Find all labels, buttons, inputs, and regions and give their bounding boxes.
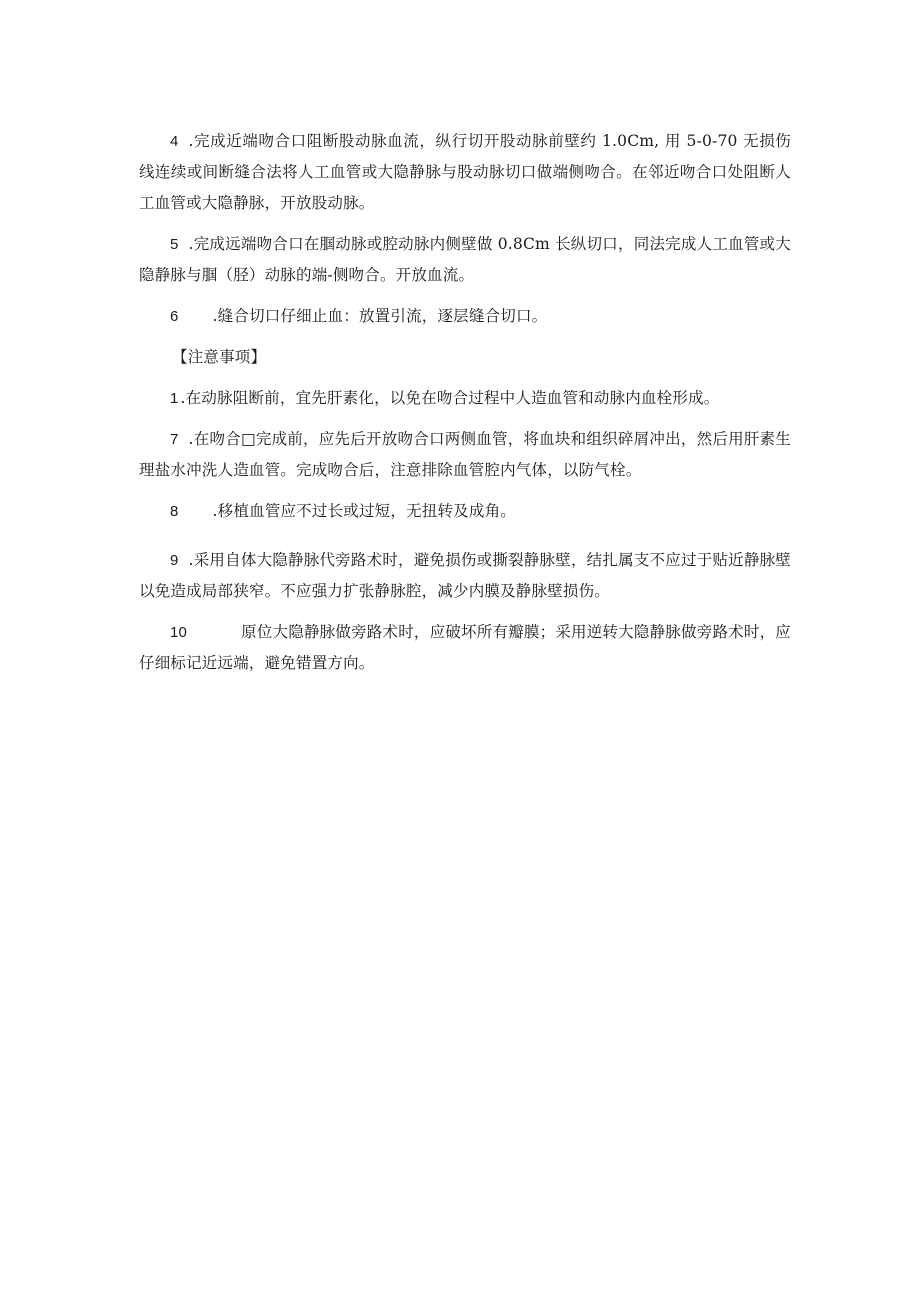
step-text: .缝合切口仔细止血：放置引流，逐层缝合切口。 <box>212 307 548 325</box>
note-8-paragraph <box>139 496 791 527</box>
note-text: .在吻合□完成前，应先后开放吻合口两侧血管，将血块和组织碎屑冲出，然后用肝素生理盐水冲洗人造血管。完成吻合后，注意排除血管腔内气体，以防气栓。 <box>139 430 791 479</box>
notes-heading: 【注意事项】 <box>172 348 267 366</box>
step-number: 5 <box>170 236 179 253</box>
note-number: 1 <box>170 390 179 407</box>
note-7-paragraph <box>139 424 791 486</box>
note-10-paragraph <box>139 617 791 679</box>
note-text: 原位大隐静脉做旁路术时，应破坏所有瓣膜；采用逆转大隐静脉做旁路术时，应仔细标记近远端，避免错置方向。 <box>139 623 791 672</box>
note-1-paragraph <box>139 383 791 414</box>
step-4-paragraph <box>139 126 791 219</box>
note-text: .移植血管应不过长或过短，无扭转及成角。 <box>212 502 516 520</box>
step-number: 4 <box>170 133 179 150</box>
note-9-paragraph <box>139 545 791 607</box>
step-number: 6 <box>170 308 179 325</box>
note-number: 9 <box>170 552 179 569</box>
step-5-paragraph <box>139 229 791 291</box>
step-6-paragraph <box>139 301 791 332</box>
step-text: .完成近端吻合口阻断股动脉血流，纵行切开股动脉前壁约 1.0Cm, 用 5-0-70 无损伤线连续或间断缝合法将人工血管或大隐静脉与股动脉切口做端侧吻合。在邻近吻合口处阻断人工血管或大隐静脉，开放股动脉。 <box>139 132 791 212</box>
document-page <box>139 126 791 689</box>
step-text: .完成远端吻合口在腘动脉或腔动脉内侧壁做 0.8Cm 长纵切口，同法完成人工血管或大隐静脉与腘（胫）动脉的端-侧吻合。开放血流。 <box>139 235 791 284</box>
note-number: 8 <box>170 503 179 520</box>
note-number: 10 <box>170 624 188 641</box>
note-text: .采用自体大隐静脉代旁路术时，避免损伤或撕裂静脉壁，结扎属支不应过于贴近静脉壁以免造成局部狭窄。不应强力扩张静脉腔，减少内膜及静脉壁损伤。 <box>139 551 791 600</box>
note-text: .在动脉阻断前，宜先肝素化，以免在吻合过程中人造血管和动脉内血栓形成。 <box>180 389 720 407</box>
note-number: 7 <box>170 431 179 448</box>
